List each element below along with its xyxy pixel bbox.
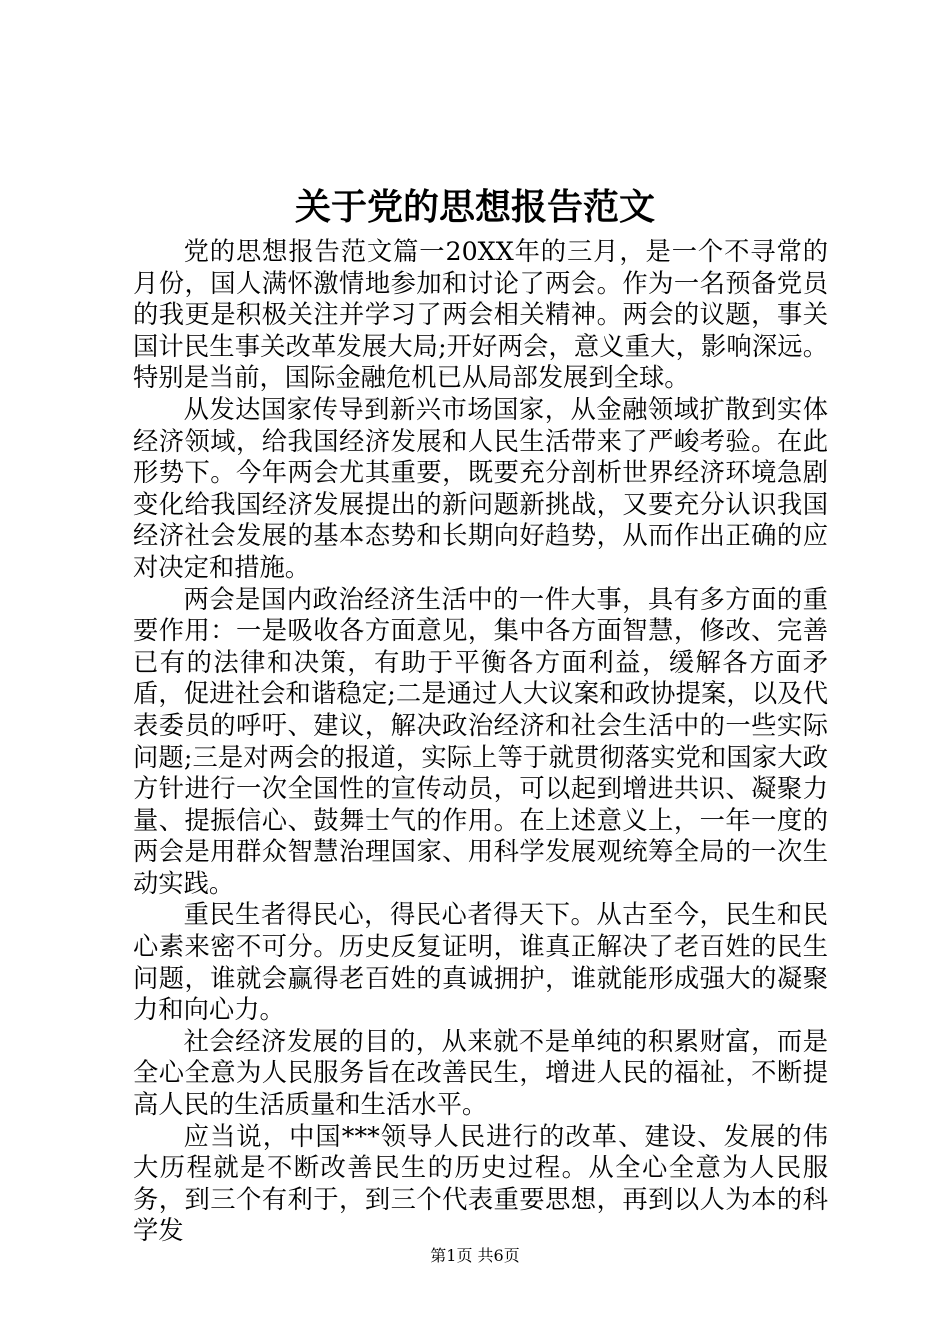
paragraph-2: 从发达国家传导到新兴市场国家，从金融领域扩散到实体经济领域，给我国经济发展和人民生活带来了严峻考验。在此形势下。今年两会尤其重要，既要充分剖析世界经济环境急剧变化给我国经济发展提出的新问题新挑战，又要充分认识我国经济社会发展的基本态势和长期向好趋势，从而作出正确的应对决定和措施。 — [133, 394, 828, 582]
paragraph-3: 两会是国内政治经济生活中的一件大事，具有多方面的重要作用：一是吸收各方面意见，集中各方面智慧，修改、完善已有的法律和决策，有助于平衡各方面利益，缓解各方面矛盾，促进社会和谐稳定;二是通过人大议案和政协提案，以及代表委员的呼吁、建议，解决政治经济和社会生活中的一些实际问题;三是对两会的报道，实际上等于就贯彻落实党和国家大政方针进行一次全国性的宣传动员，可以起到增进共识、凝聚力量、提振信心、鼓舞士气的作用。在上述意义上，一年一度的两会是用群众智慧治理国家、用科学发展观统筹全局的一次生动实践。 — [133, 584, 828, 898]
paragraph-1: 党的思想报告范文篇一20XX年的三月，是一个不寻常的月份，国人满怀激情地参加和讨论了两会。作为一名预备党员的我更是积极关注并学习了两会相关精神。两会的议题，事关国计民生事关改革发展大局;开好两会，意义重大，影响深远。特别是当前，国际金融危机已从局部发展到全球。 — [133, 237, 828, 393]
page-number-footer: 第1页 共6页 — [430, 1246, 520, 1265]
paragraph-5: 社会经济发展的目的，从来就不是单纯的积累财富，而是全心全意为人民服务旨在改善民生，增进人民的福祉，不断提高人民的生活质量和生活水平。 — [133, 1026, 828, 1120]
document-title: 关于党的思想报告范文 — [294, 186, 655, 228]
document-body — [133, 236, 828, 1247]
paragraph-6: 应当说，中国***领导人民进行的改革、建设、发展的伟大历程就是不断改善民生的历史过程。从全心全意为人民服务，到三个有利于，到三个代表重要思想，再到以人为本的科学发 — [133, 1121, 828, 1246]
paragraph-4: 重民生者得民心，得民心者得天下。从古至今，民生和民心素来密不可分。历史反复证明，谁真正解决了老百姓的民生问题，谁就会赢得老百姓的真诚拥护，谁就能形成强大的凝聚力和向心力。 — [133, 900, 828, 1025]
